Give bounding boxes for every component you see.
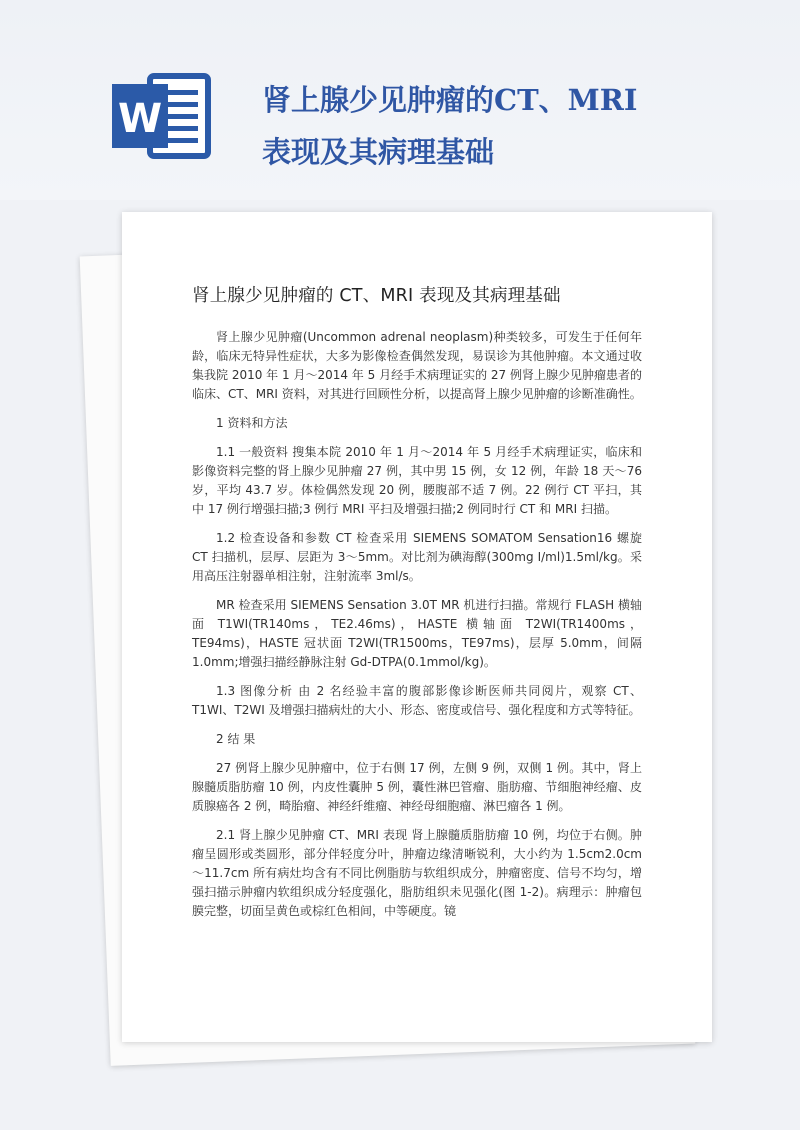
banner-header bbox=[0, 0, 800, 200]
word-icon-letter: W bbox=[117, 96, 163, 142]
header-title: 肾上腺少见肿瘤的CT、MRI表现及其病理基础 bbox=[262, 83, 638, 169]
document-body bbox=[192, 328, 642, 931]
paragraph-results-summary: 27 例肾上腺少见肿瘤中，位于右侧 17 例，左侧 9 例，双侧 1 例。其中，肾上腺髓质脂肪瘤 10 例，内皮性囊肿 5 例，囊性淋巴管瘤、脂肪瘤、节细胞神经瘤、皮质腺癌各 2 例，畸胎瘤、神经纤维瘤、神经母细胞瘤、淋巴瘤各 1 例。 bbox=[192, 761, 642, 813]
paragraph-intro: 肾上腺少见肿瘤(Uncommon adrenal neoplasm)种类较多，可发生于任何年龄，临床无特异性症状，大多为影像检查偶然发现，易误诊为其他肿瘤。本文通过收集我院 2010 年 1 月～2014 年 5 月经手术病理证实的 27 例肾上腺少见肿瘤患者的临床、CT、MRI 资料，对其进行回顾性分析，以提高肾上腺少见肿瘤的诊断准确性。 bbox=[192, 330, 642, 401]
paragraph-ct-equipment: 1.2 检查设备和参数 CT 检查采用 SIEMENS SOMATOM Sensation16 螺旋 CT 扫描机，层厚、层距为 3～5mm。对比剂为碘海醇(300mg I/ml)1.5ml/kg。采用高压注射器单相注射，注射流率 3ml/s。 bbox=[192, 531, 642, 583]
paragraph-imaging-findings: 2.1 肾上腺少见肿瘤 CT、MRI 表现 肾上腺髓质脂肪瘤 10 例，均位于右侧。肿瘤呈圆形或类圆形，部分伴轻度分叶，肿瘤边缘清晰锐利，大小约为 1.5cm2.0cm～11.7cm 所有病灶均含有不同比例脂肪与软组织成分，肿瘤密度、信号不均匀，增强扫描示肿瘤内软组织成分轻度强化，脂肪组织未见强化(图 1-2)。病理示：肿瘤包膜完整，切面呈黄色或棕红色相间，中等硬度。镜 bbox=[192, 828, 642, 918]
paragraph-mr-equipment: MR 检查采用 SIEMENS Sensation 3.0T MR 机进行扫描。常规行 FLASH 横轴面 T1WI(TR140ms，TE2.46ms)，HASTE 横轴面 T2WI(TR1400ms，TE94ms)，HASTE 冠状面 T2WI(TR1500ms，TE97ms)，层厚 5.0mm，间隔 1.0mm;增强扫描经静脉注射 Gd-DTPA(0.1mmol/kg)。 bbox=[192, 598, 642, 669]
paragraph-general-data: 1.1 一般资料 搜集本院 2010 年 1 月～2014 年 5 月经手术病理证实，临床和影像资料完整的肾上腺少见肿瘤 27 例，其中男 15 例，女 12 例，年龄 18 天～76 岁，平均 43.7 岁。体检偶然发现 20 例，腰腹部不适 7 例。22 例行 CT 平扫，其中 17 例行增强扫描;3 例行 MRI 平扫及增强扫描;2 例同时行 CT 和 MRI 扫描。 bbox=[192, 445, 642, 516]
document-title: 肾上腺少见肿瘤的 CT、MRI 表现及其病理基础 bbox=[192, 286, 561, 306]
section-heading-results: 2 结 果 bbox=[216, 732, 256, 746]
word-document-icon bbox=[110, 70, 214, 162]
section-heading-materials: 1 资料和方法 bbox=[216, 416, 288, 430]
paragraph-image-analysis: 1.3 图像分析 由 2 名经验丰富的腹部影像诊断医师共同阅片，观察 CT、T1WI、T2WI 及增强扫描病灶的大小、形态、密度或信号、强化程度和方式等特征。 bbox=[192, 684, 642, 717]
document-page bbox=[122, 212, 712, 1042]
